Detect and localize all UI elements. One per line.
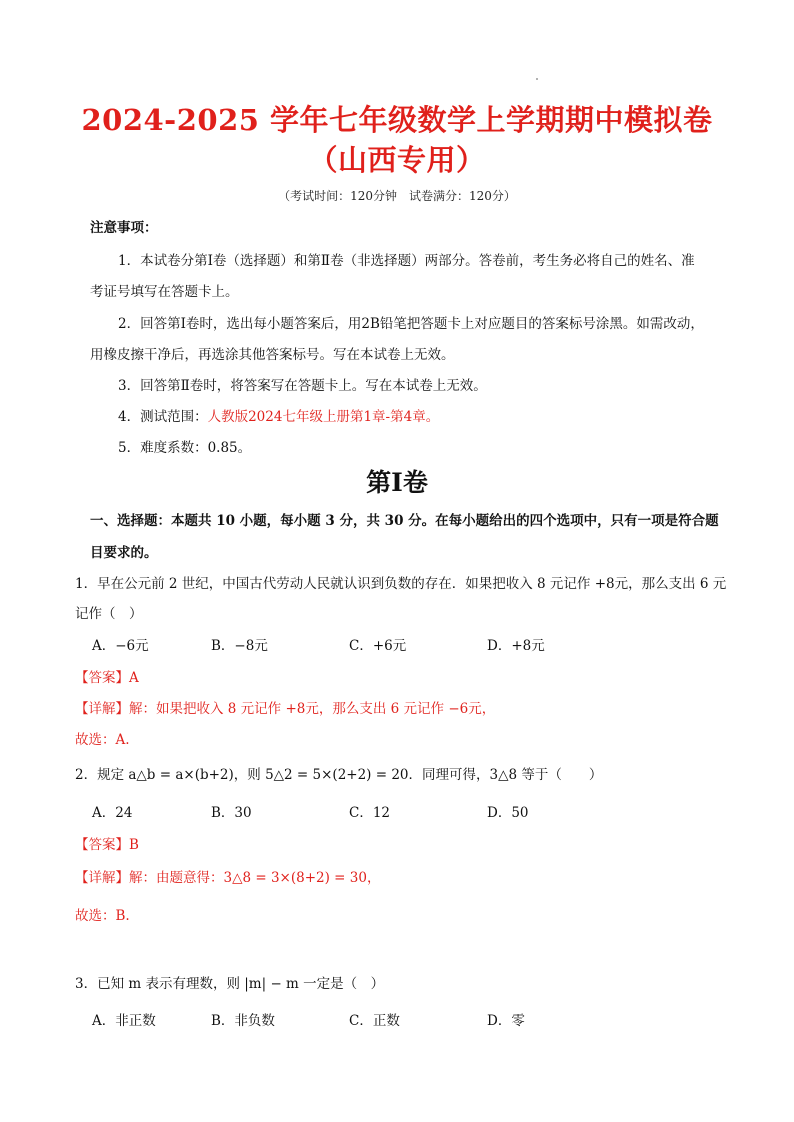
- notice-item-4: [118, 405, 439, 425]
- notice-item-3: 3．回答第Ⅱ卷时，将答案写在答题卡上。写在本试卷上无效。: [118, 378, 487, 394]
- exam-info: （考试时间：120分钟 试卷满分：120分）: [278, 189, 516, 203]
- q3-option-b: B．非负数: [211, 1013, 275, 1029]
- q2-option-c: C．12: [349, 805, 391, 821]
- notice-item-2-cont: 用橡皮擦干净后，再选涂其他答案标号。写在本试卷上无效。: [90, 347, 455, 363]
- notice-item-4-label: 4．测试范围：: [118, 409, 208, 425]
- notice-heading: 注意事项：: [90, 220, 158, 236]
- q2-answer: 【答案】B: [75, 837, 139, 853]
- page-title: 2024-2025 学年七年级数学上学期期中模拟卷: [81, 103, 713, 137]
- q1-choice: 故选：A.: [75, 732, 130, 748]
- page-subtitle: （山西专用）: [308, 143, 486, 177]
- q2-option-a: A．24: [92, 805, 133, 821]
- q3-option-d: D．零: [487, 1013, 525, 1029]
- q2-choice: 故选：B.: [75, 908, 130, 924]
- q2-option-b: B．30: [211, 805, 252, 821]
- q1-option-b: B．−8元: [211, 638, 268, 654]
- q1-stem-cont: 记作（ ）: [75, 606, 143, 622]
- notice-item-2: 2．回答第Ⅰ卷时，选出每小题答案后，用2B铅笔把答题卡上对应题目的答案标号涂黑。如需改动，: [118, 316, 704, 332]
- q2-stem: 2．规定 a△b = a×(b+2)，则 5△2 = 5×(2+2) = 20．同理可得，3△8 等于（ ）: [75, 767, 603, 783]
- section-title: 第Ⅰ卷: [366, 468, 428, 497]
- part-one-heading-cont: 目要求的。: [90, 545, 158, 561]
- q1-stem: 1．早在公元前 2 世纪，中国古代劳动人民就认识到负数的存在．如果把收入 8 元记作 +8元，那么支出 6 元: [75, 576, 727, 592]
- notice-item-5: 5．难度系数：0.85。: [118, 440, 252, 456]
- q1-option-c: C．+6元: [349, 638, 407, 654]
- q2-option-d: D．50: [487, 805, 529, 821]
- notice-item-1-cont: 考证号填写在答题卡上。: [90, 284, 239, 300]
- q2-detail: 【详解】解：由题意得：3△8 = 3×(8+2) = 30，: [75, 870, 381, 886]
- part-one-heading: 一、选择题：本题共 10 小题，每小题 3 分，共 30 分。在每小题给出的四个选项中，只有一项是符合题: [90, 513, 719, 529]
- scan-dot: [536, 78, 538, 80]
- notice-item-1: 1．本试卷分第Ⅰ卷（选择题）和第Ⅱ卷（非选择题）两部分。答卷前，考生务必将自己的姓名、准: [118, 253, 695, 269]
- q1-detail: 【详解】解：如果把收入 8 元记作 +8元，那么支出 6 元记作 −6元，: [75, 701, 496, 717]
- q1-answer: 【答案】A: [75, 670, 139, 686]
- q3-option-c: C．正数: [349, 1013, 400, 1029]
- q3-option-a: A．非正数: [92, 1013, 156, 1029]
- q1-option-a: A．−6元: [92, 638, 149, 654]
- test-scope: 人教版2024七年级上册第1章-第4章。: [207, 409, 440, 425]
- q3-stem: 3．已知 m 表示有理数，则 |m| − m 一定是（ ）: [75, 976, 385, 992]
- q1-option-d: D．+8元: [487, 638, 545, 654]
